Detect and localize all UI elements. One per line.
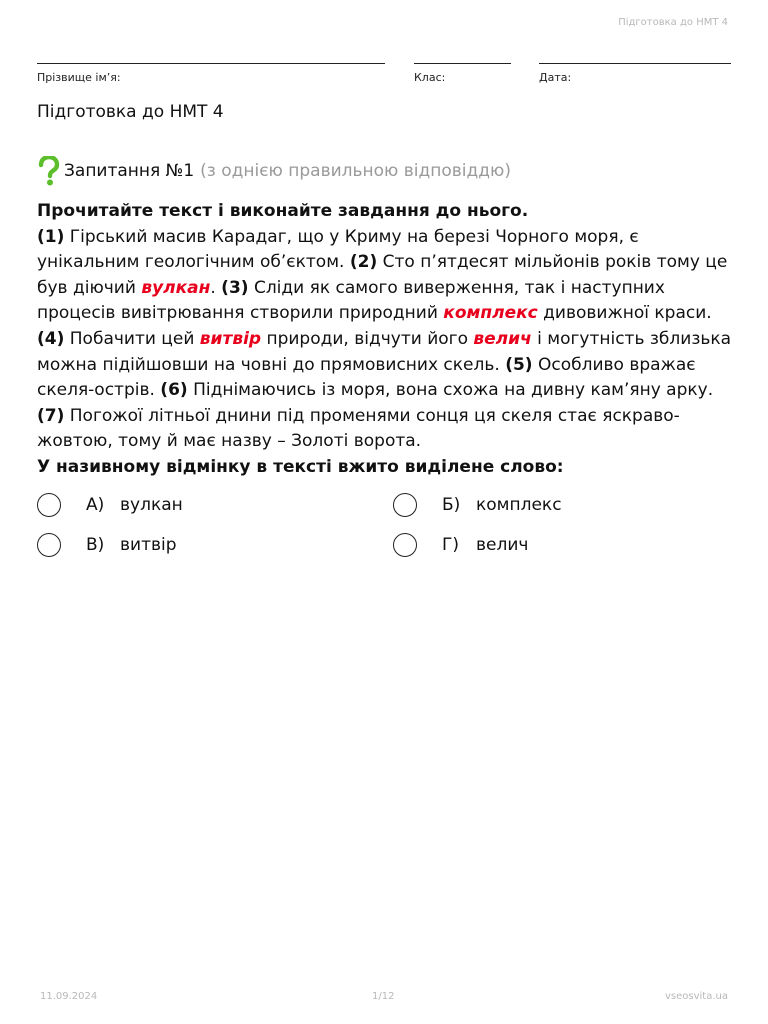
footer-page-number: 1/12 [372, 991, 395, 1002]
footer-date: 11.09.2024 [40, 991, 98, 1002]
highlighted-word-velych: велич [473, 328, 532, 349]
answer-option-a[interactable] [37, 493, 183, 517]
highlighted-word-kompleks: комплекс [443, 303, 538, 324]
task-instruction: Прочитайте текст і виконайте завдання до нього. [37, 201, 529, 221]
name-line [37, 63, 385, 64]
highlighted-word-vulkan: вулкан [141, 277, 211, 298]
option-text: вулкан [120, 495, 183, 515]
header-doc-name: Підготовка до НМТ 4 [618, 17, 728, 28]
document-title: Підготовка до НМТ 4 [37, 102, 224, 122]
radio-button[interactable] [393, 493, 417, 517]
option-letter: Б) [442, 495, 461, 515]
option-letter: В) [86, 535, 105, 555]
question-body [37, 199, 737, 481]
question-mark-icon [37, 156, 61, 186]
question-header [37, 156, 511, 186]
task-text: (1) Гірський масив Карадаг, що у Криму на березі Чорного моря, є унікальним геологічним об’єктом. (2) Сто п’ятдесят мільйонів років тому це був діючий вулкан. (3) Сліди як самого виверження, так і наступних процесів вивітрювання створили природний комплекс дивовижної краси. (4) Побачити цей витвір природи, відчути його велич і могутність зблизька можна підійшовши на човні до прямовисних скель. (5) Особливо вражає скеля-острів. (6) Піднімаючись із моря, вона схожа на дивну кам’яну арку. (7) Погожої літньої днини під променями сонця ця скеля стає яскраво-жовтою, тому й має назву – Золоті ворота. [37, 226, 732, 452]
name-label: Прізвище ім’я: [37, 71, 121, 84]
answer-option-v[interactable] [37, 533, 177, 557]
option-letter: А) [86, 495, 105, 515]
class-label: Клас: [414, 71, 446, 84]
option-letter: Г) [442, 535, 459, 555]
answer-option-h[interactable] [393, 533, 528, 557]
option-text: велич [476, 535, 529, 555]
answer-option-b[interactable] [393, 493, 562, 517]
option-text: витвір [120, 535, 177, 555]
highlighted-word-vytvir: витвір [199, 328, 262, 349]
radio-button[interactable] [37, 493, 61, 517]
footer-site: vseosvita.ua [665, 991, 728, 1002]
date-line [539, 63, 731, 64]
task-prompt: У називному відмінку в тексті вжито виділене слово: [37, 456, 564, 477]
question-title: Запитання №1 [64, 161, 195, 181]
radio-button[interactable] [393, 533, 417, 557]
radio-button[interactable] [37, 533, 61, 557]
class-line [414, 63, 511, 64]
option-text: комплекс [476, 495, 562, 515]
date-label: Дата: [539, 71, 572, 84]
question-type-note: (з однією правильною відповіддю) [200, 161, 511, 181]
